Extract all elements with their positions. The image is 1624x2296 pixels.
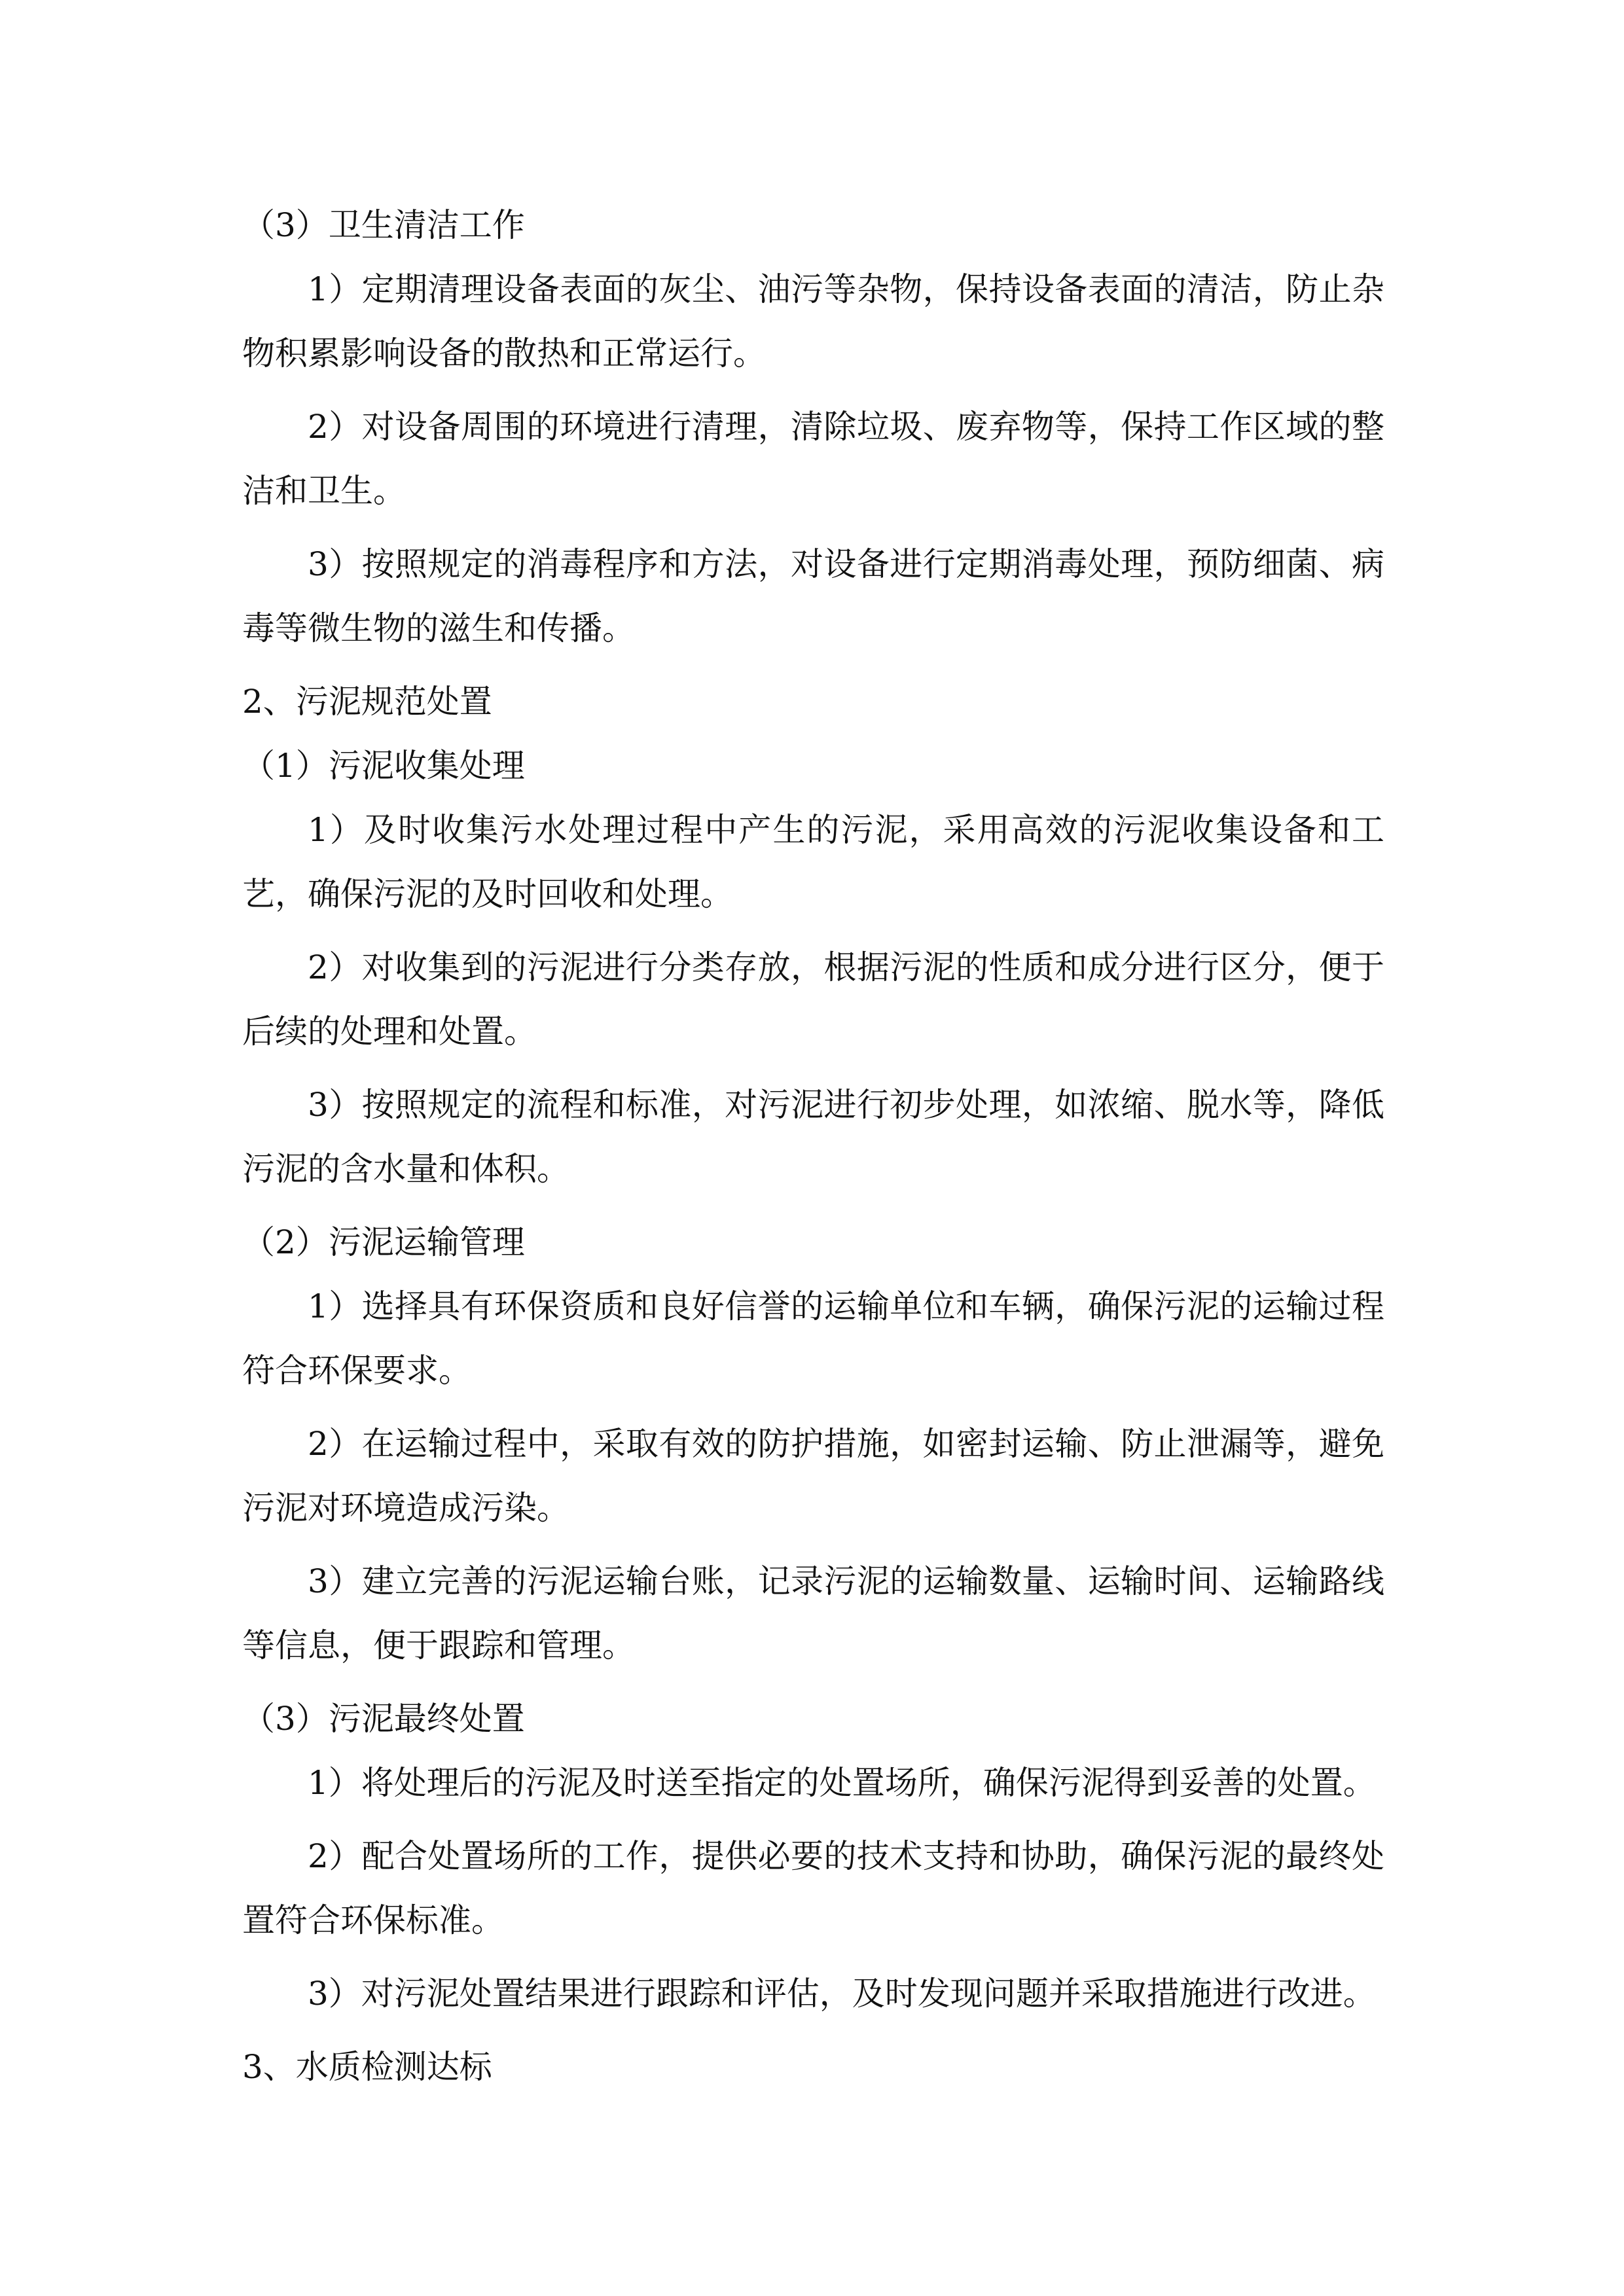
paragraph: 1）及时收集污水处理过程中产生的污泥，采用高效的污泥收集设备和工艺，确保污泥的及时回收和处理。: [242, 811, 1384, 913]
paragraph: 2）在运输过程中，采取有效的防护措施，如密封运输、防止泄漏等，避免污泥对环境造成污染。: [242, 1425, 1384, 1527]
paragraph: 1）将处理后的污泥及时送至指定的处置场所，确保污泥得到妥善的处置。: [308, 1764, 1376, 1802]
paragraph: 1）定期清理设备表面的灰尘、油污等杂物，保持设备表面的清洁，防止杂物积累影响设备的散热和正常运行。: [242, 270, 1384, 372]
paragraph: 2）对收集到的污泥进行分类存放，根据污泥的性质和成分进行区分，便于后续的处理和处置。: [242, 948, 1384, 1050]
section-heading: 2、污泥规范处置: [242, 683, 492, 721]
paragraph: 1）选择具有环保资质和良好信誉的运输单位和车辆，确保污泥的运输过程符合环保要求。: [242, 1287, 1384, 1390]
section-heading: 3、水质检测达标: [242, 2048, 492, 2086]
subsection-heading: （3）污泥最终处置: [242, 1700, 525, 1738]
paragraph: 3）按照规定的流程和标准，对污泥进行初步处理，如浓缩、脱水等，降低污泥的含水量和体积。: [242, 1086, 1384, 1188]
paragraph: 2）对设备周围的环境进行清理，清除垃圾、废弃物等，保持工作区域的整洁和卫生。: [242, 408, 1384, 510]
subsection-heading: （1）污泥收集处理: [242, 747, 525, 785]
subsection-heading: （3）卫生清洁工作: [242, 206, 525, 244]
paragraph: 3）按照规定的消毒程序和方法，对设备进行定期消毒处理，预防细菌、病毒等微生物的滋生和传播。: [242, 545, 1384, 647]
document-body: [242, 193, 1384, 2099]
paragraph: 3）建立完善的污泥运输台账，记录污泥的运输数量、运输时间、运输路线等信息，便于跟踪和管理。: [242, 1562, 1384, 1664]
paragraph: 2）配合处置场所的工作，提供必要的技术支持和协助，确保污泥的最终处置符合环保标准。: [242, 1837, 1384, 1939]
paragraph: 3）对污泥处置结果进行跟踪和评估，及时发现问题并采取措施进行改进。: [308, 1975, 1376, 2013]
subsection-heading: （2）污泥运输管理: [242, 1223, 525, 1261]
